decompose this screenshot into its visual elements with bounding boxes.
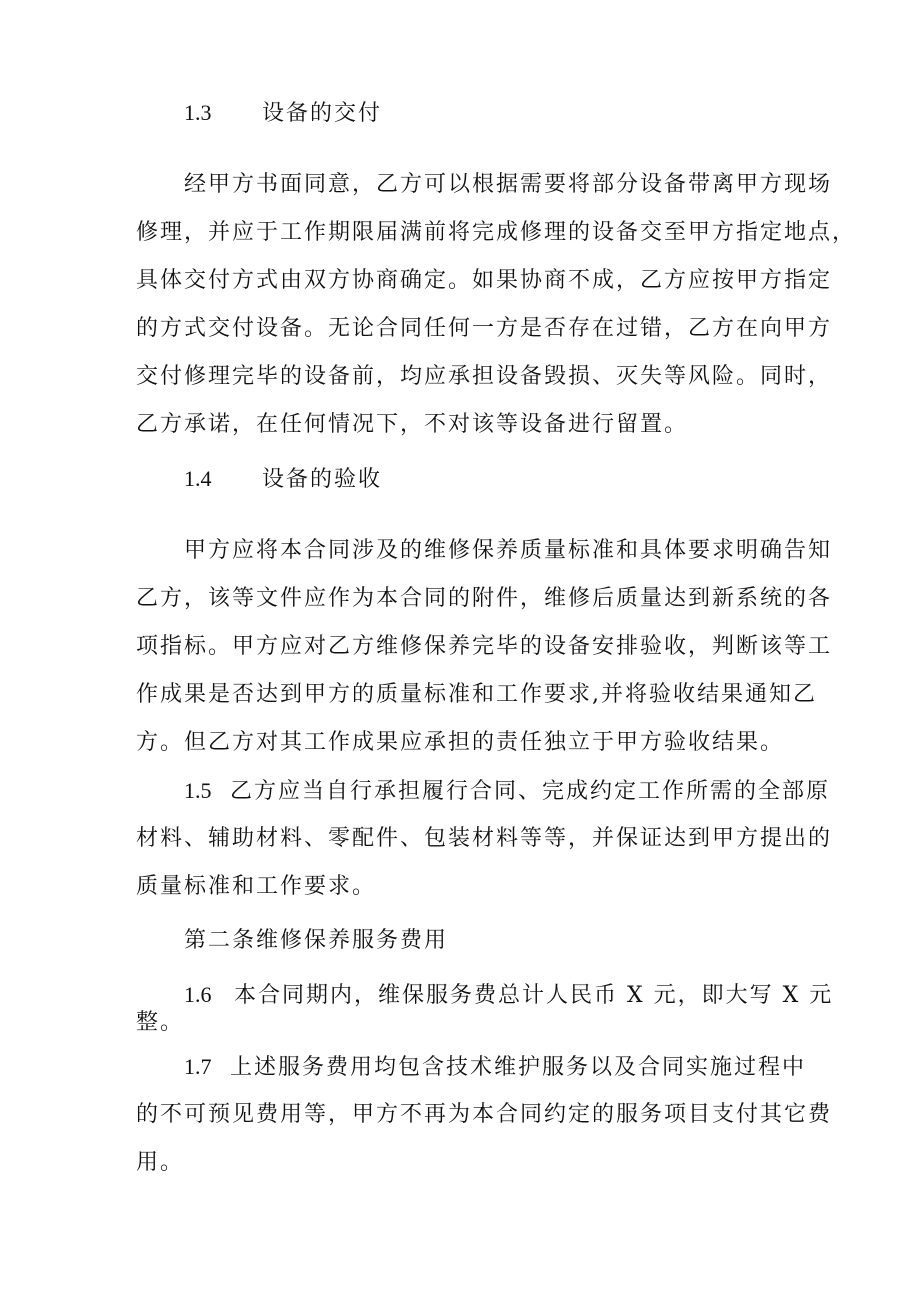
clause-text: 本合同期内，维保服务费总计人民币 X 元，即大写 X 元 bbox=[234, 983, 834, 1008]
paragraph-line: 项指标。甲方应对乙方维修保养完毕的设备安排验收，判断该等工 bbox=[136, 634, 833, 659]
paragraph-line: 的不可预见费用等，甲方不再为本合同约定的服务项目支付其它费 bbox=[136, 1102, 833, 1127]
paragraph-line: 乙方，该等文件应作为本合同的附件，维修后质量达到新系统的各 bbox=[136, 586, 833, 611]
clause-number: 1.6 bbox=[184, 982, 212, 1007]
clause-number: 1.7 bbox=[184, 1054, 212, 1079]
paragraph-line: 经甲方书面同意，乙方可以根据需要将部分设备带离甲方现场 bbox=[184, 172, 833, 197]
clause-1-6 bbox=[184, 980, 834, 1011]
clause-1-5 bbox=[184, 776, 831, 807]
clause-1-7 bbox=[184, 1052, 816, 1083]
paragraph-line: 方。但乙方对其工作成果应承担的责任独立于甲方验收结果。 bbox=[136, 730, 785, 755]
section-heading-1-4 bbox=[184, 464, 816, 495]
paragraph-line: 材料、辅助材料、零配件、包装材料等等，并保证达到甲方提出的 bbox=[136, 826, 833, 851]
section-title: 设备的交付 bbox=[262, 101, 383, 126]
paragraph-line: 的方式交付设备。无论合同任何一方是否存在过错，乙方在向甲方 bbox=[136, 316, 833, 341]
paragraph-line: 具体交付方式由双方协商确定。如果协商不成，乙方应按甲方指定 bbox=[136, 268, 833, 293]
section-number: 1.3 bbox=[184, 100, 212, 125]
section-number: 1.4 bbox=[184, 466, 212, 491]
section-title: 设备的验收 bbox=[262, 467, 383, 492]
paragraph-line: 用。 bbox=[136, 1150, 185, 1175]
paragraph-line: 交付修理完毕的设备前，均应承担设备毁损、灭失等风险。同时， bbox=[136, 364, 833, 389]
article-heading: 第二条维修保养服务费用 bbox=[184, 928, 449, 953]
paragraph-line: 整。 bbox=[136, 1010, 185, 1035]
clause-number: 1.5 bbox=[184, 778, 212, 803]
paragraph-line: 甲方应将本合同涉及的维修保养质量标准和具体要求明确告知 bbox=[184, 538, 833, 563]
paragraph-line: 质量标准和工作要求。 bbox=[136, 874, 377, 899]
clause-text: 乙方应当自行承担履行合同、完成约定工作所需的全部原 bbox=[230, 779, 831, 804]
paragraph-line: 乙方承诺，在任何情况下，不对该等设备进行留置。 bbox=[136, 412, 689, 437]
paragraph-line: 修理，并应于工作期限届满前将完成修理的设备交至甲方指定地点， bbox=[136, 220, 857, 245]
clause-text: 上述服务费用均包含技术维护服务以及合同实施过程中 bbox=[230, 1055, 807, 1080]
paragraph-line: 作成果是否达到甲方的质量标准和工作要求,并将验收结果通知乙 bbox=[136, 682, 817, 707]
section-heading-1-3 bbox=[184, 98, 816, 129]
